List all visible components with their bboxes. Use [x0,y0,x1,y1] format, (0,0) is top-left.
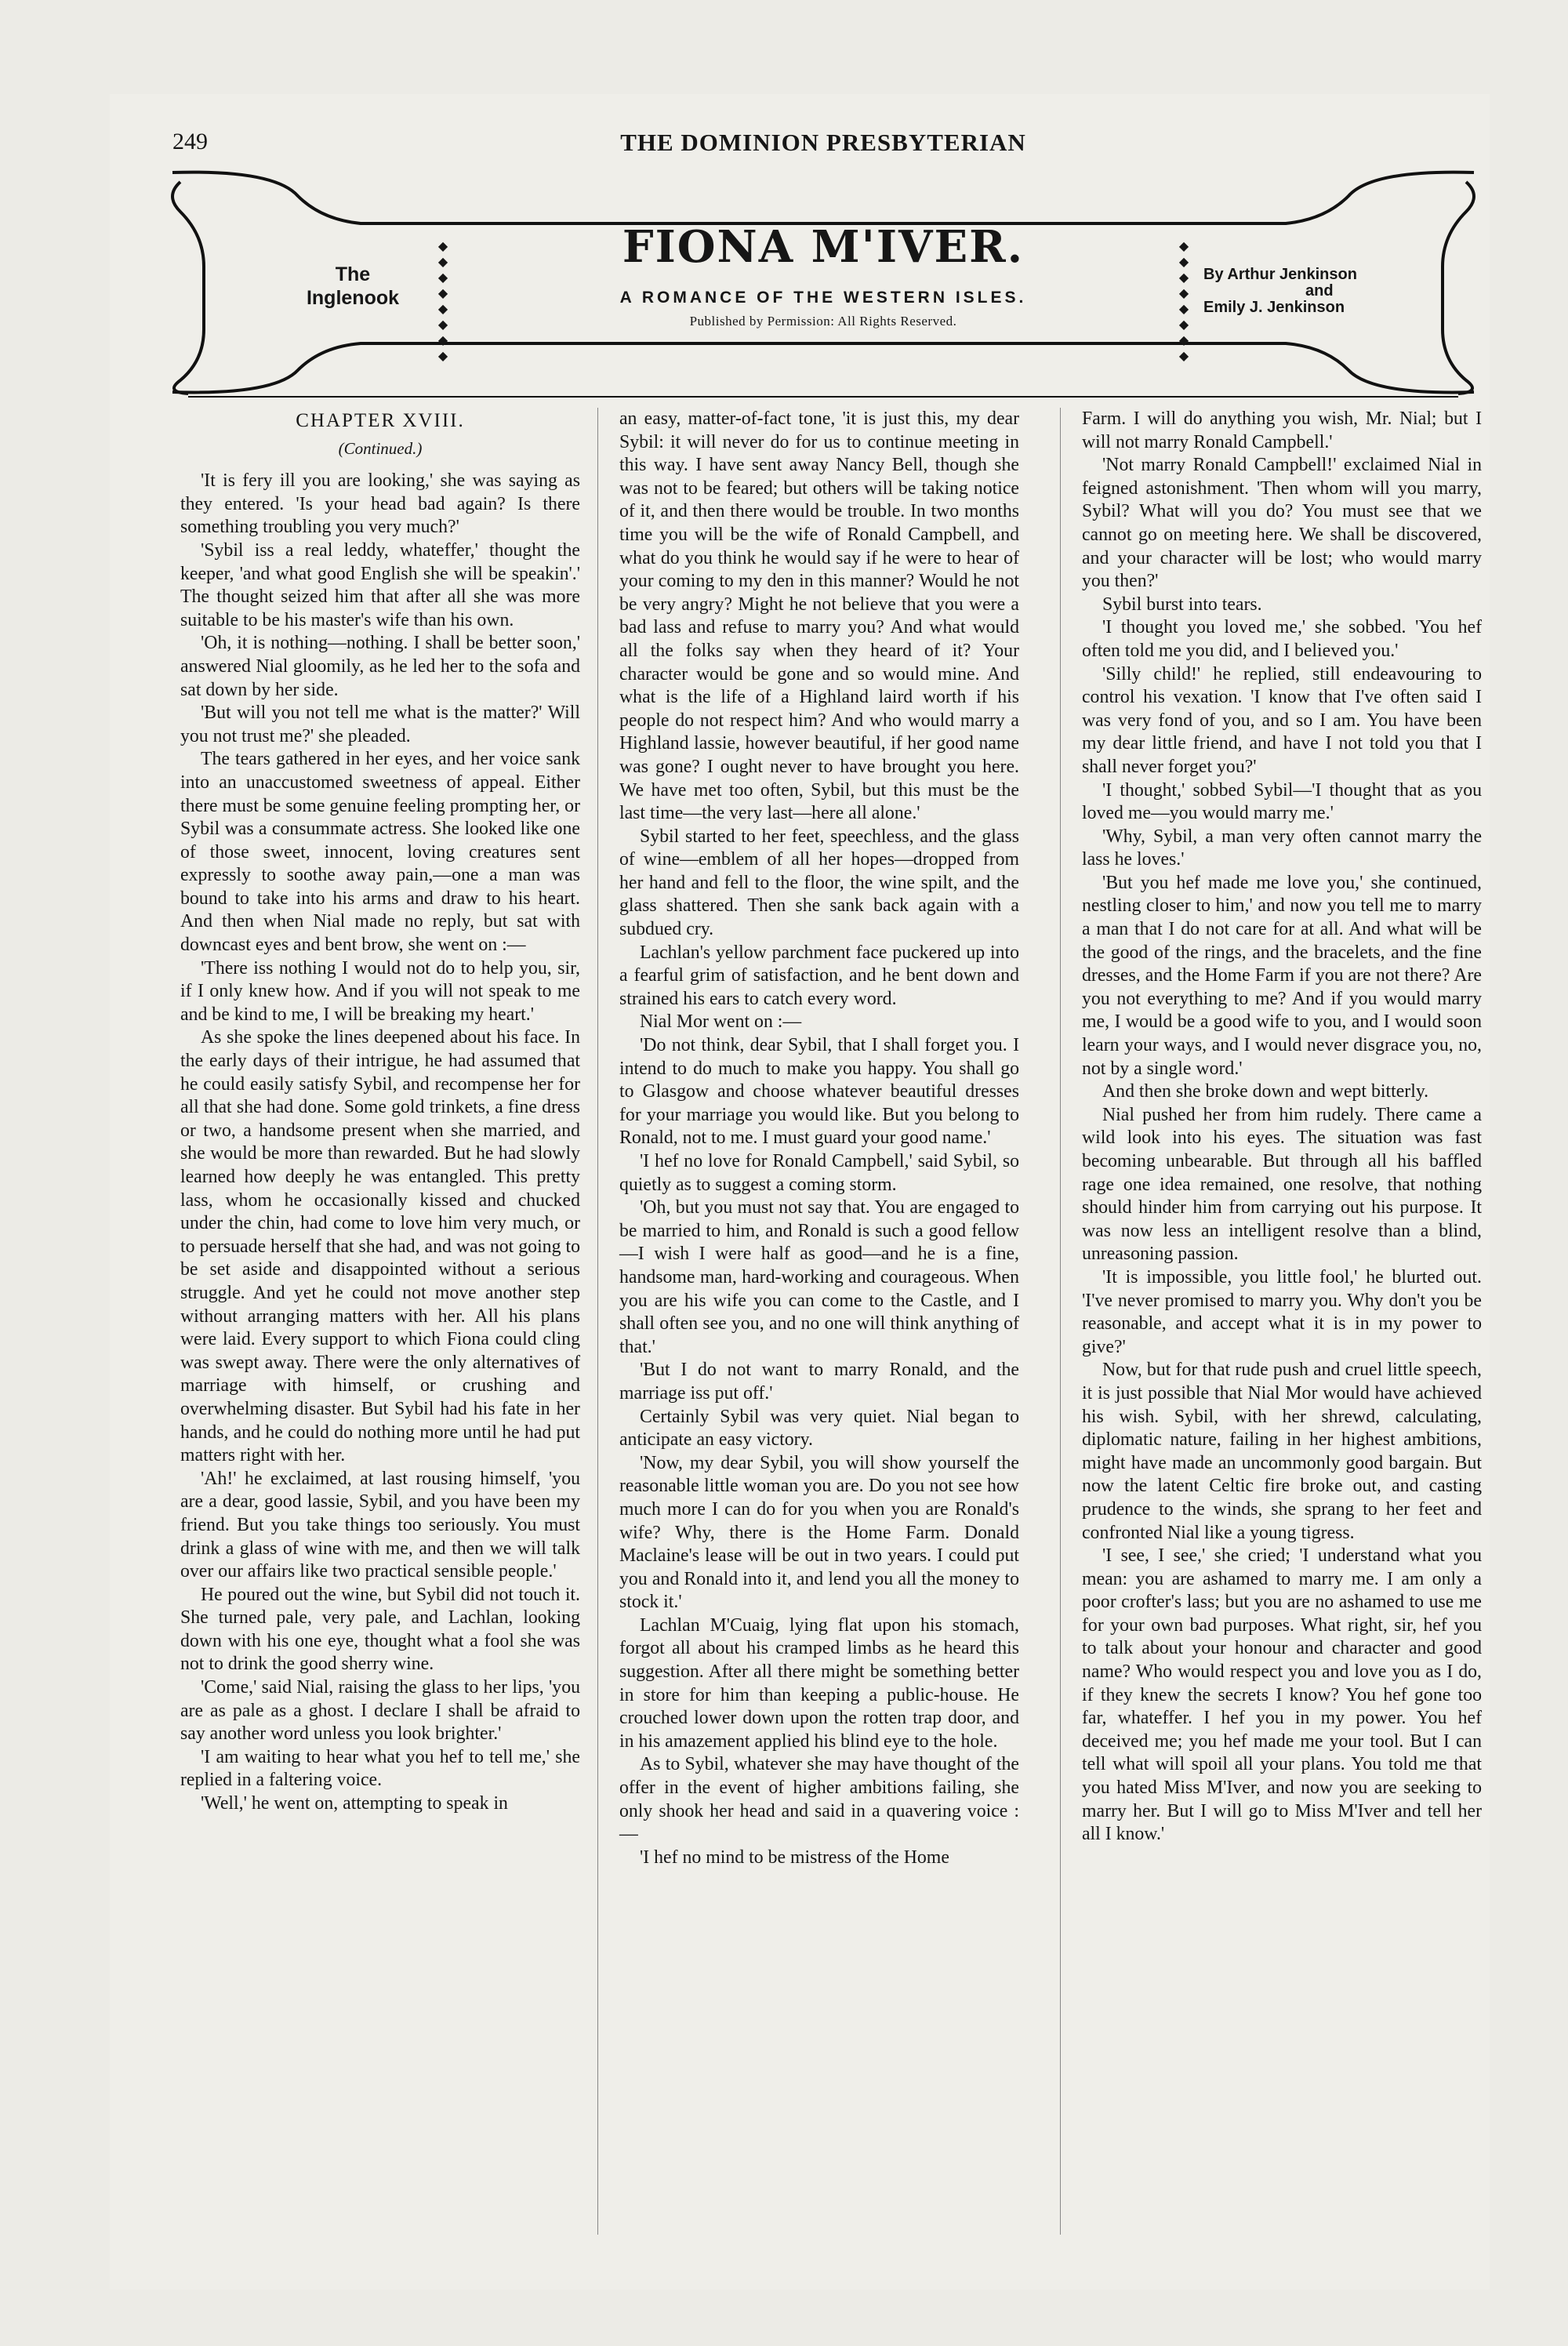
byline-author-1: By Arthur Jenkinson [1203,266,1357,283]
paragraph: 'But I do not want to marry Ronald, and the marriage iss put off.' [619,1360,1019,1404]
byline [1203,267,1462,316]
column-2 [619,408,1019,2266]
paragraph: Lachlan M'Cuaig, lying flat upon his stomach, forgot all about his cramped limbs as he heard this suggestion. After all there might be something better in store for him than keeping a public-house. He crouched lower down upon the rotten trap door, and in his amazement applied his blind eye to the hole. [619,1614,1019,1752]
paragraph: 'I am waiting to hear what you hef to tell me,' she replied in a faltering voice. [180,1746,580,1791]
paragraph: 'Why, Sybil, a man very often cannot marry the lass he loves.' [1082,826,1482,870]
paragraph: Now, but for that rude push and cruel little speech, it is just possible that Nial Mor would have achieved his wish. Sybil, with her shrewd, calculating, diplomatic nature, failing in her highest ambitions, might have made an uncommonly good bargain. But now the latent Celtic fire broke out, and casting prudence to the winds, she sprang to her feet and confronted Nial like a young tigress. [1082,1360,1482,1543]
paragraph: 'It is impossible, you little fool,' he blurted out. 'I've never promised to marry you. Why don't you be reasonable, and accept what it is in my power to give?' [1082,1266,1482,1357]
paragraph: 'Do not think, dear Sybil, that I shall forget you. I intend to do much to make you happy. You shall go to Glasgow and choose whatever beautiful dresses for your marriage you would like. But you belong to Ronald, not to me. I must guard your good name.' [619,1035,1019,1149]
paragraph: Nial pushed her from him rudely. There came a wild look into his eyes. The situation was fast becoming unbearable. But through all his baffled rage one idea remained, one resolve, that nothing should hinder him from carrying out his purpose. It was now less an intelligent resolve than a blind, unreasoning passion. [1082,1104,1482,1265]
inglenook-label [274,263,431,310]
paragraph: 'Oh, but you must not say that. You are engaged to be married to him, and Ronald is such a good fellow—I wish I were half as good—and he is a fine, handsome man, hard-working and courageous. When you are his wife you can come to the Castle, and I shall often see you, and no one will think anything of that.' [619,1197,1019,1357]
paragraph: 'I thought you loved me,' she sobbed. 'You hef often told me you did, and I believed you.' [1082,617,1482,661]
paragraph: Farm. I will do anything you wish, Mr. Nial; but I will not marry Ronald Campbell.' [1082,409,1482,452]
inglenook-label-line2: Inglenook [306,287,400,309]
paragraph: 'Well,' he went on, attempting to speak in [201,1793,508,1814]
continued-note: (Continued.) [338,438,423,458]
paragraph: 'There iss nothing I would not do to help you, sir, if I only knew how. And if you will not speak to me and be kind to me, I will be breaking my heart.' [180,957,580,1025]
paragraph: 'Sybil iss a real leddy, whateffer,' thought the keeper, 'and what good English she will be speakin'.' The thought seized him that after all she was more suitable to be his master's wife than his own. [180,539,580,630]
column-rule [597,408,598,2235]
paragraph: Nial Mor went on :— [640,1011,802,1033]
running-header [172,125,1474,165]
journal-title: THE DOMINION PRESBYTERIAN [620,129,1026,156]
ornament-dots-left: ◆ ◆ ◆ ◆ ◆ ◆ ◆ ◆ [437,240,448,363]
paragraph: As she spoke the lines deepened about his face. In the early days of their intrigue, he had assumed that he could easily satisfy Sybil, and recompense her for all that she had done. Some gold trinkets, a fine dress or two, a handsome present when she married, and she would be more than rewarded. But he had slowly learned how deeply he was entangled. This pretty lass, whom he occasionally kissed and chucked under the chin, had come to love him very much, or to persuade herself that she had, and was not going to be set aside and disappointed without a serious struggle. And yet he could not move another step without arranging matters with her. All his plans were laid. Every support to which Fiona could cling was swept away. There were the only alternatives of marriage with himself, or crushing and overwhelming disaster. But Sybil had his fate in her hands, and he could do nothing more until he had put matters right with her. [180,1027,580,1466]
article-columns [180,408,1482,2266]
paragraph: As to Sybil, whatever she may have thought of the offer in the event of higher ambitions failing, she only shook her head and said in a quavering voice :— [619,1754,1019,1845]
paragraph: 'Oh, it is nothing—nothing. I shall be better soon,' answered Nial gloomily, as he led her to the sofa and sat down by her side. [180,633,580,700]
paragraph: an easy, matter-of-fact tone, 'it is just this, my dear Sybil: it will never do for us to continue meeting in this way. I have sent away Nancy Bell, though she was not to be feared; but others will be taking notice of it, and then there would be trouble. In two months time you will be the wife of Ronald Campbell, and what do you think he would say if he were to hear of your coming to my den in this manner? Would he not be very angry? Might he not believe that you were a bad lass and refuse to marry you? And what would all the folks say when they heard of it? Your character would be gone and so would mine. And what is the life of a Highland laird worth if his people do not respect him? And who would marry a Highland lassie, however beautiful, if her good name was gone? I ought never to have brought you here. We have met too often, Sybil, but this must be the last time—the very last—here all alone.' [619,409,1019,824]
column-1 [180,408,580,2266]
serial-title-block [486,220,1160,329]
paragraph: Certainly Sybil was very quiet. Nial began to anticipate an easy victory. [619,1406,1019,1451]
paragraph: 'It is fery ill you are looking,' she was saying as they entered. 'Is your head bad again? Is there something troubling you very much?' [180,470,580,538]
byline-author-2: Emily J. Jenkinson [1203,299,1345,316]
paragraph: 'Not marry Ronald Campbell!' exclaimed Nial in feigned astonishment. 'Then whom will you marry, Sybil? What will you do? You must see that we cannot go on meeting here. We shall be discovered, and your character will be lost; who would marry you then?' [1082,455,1482,592]
serial-title: FIONA M'IVER. [622,221,1025,273]
paragraph: 'Come,' said Nial, raising the glass to her lips, 'you are as pale as a ghost. I declare I shall be afraid to say another word unless you look brighter.' [180,1677,580,1745]
paragraph: 'Ah!' he exclaimed, at last rousing himself, 'you are a dear, good lassie, Sybil, and you have been my friend. But you take things too seriously. You must drink a glass of wine with me, and then we will talk over our affairs like two practical sensible people.' [180,1468,580,1582]
paragraph: 'Now, my dear Sybil, you will show yourself the reasonable little woman you are. Do you not see how much more I can do for you when you are Ronald's wife? Why, there is the Home Farm. Donald Maclaine's lease will be out in two years. I could put you and Ronald into it, and lend you all the money to stock it.' [619,1452,1019,1613]
inglenook-label-line1: The [335,263,371,285]
paragraph: And then she broke down and wept bitterly. [1102,1081,1429,1102]
paragraph: 'I hef no love for Ronald Campbell,' said Sybil, so quietly as to suggest a coming storm. [619,1151,1019,1195]
paragraph: 'But will you not tell me what is the matter?' Will you not trust me?' she pleaded. [180,703,580,746]
paragraph: 'I see, I see,' she cried; 'I understand what you mean: you are ashamed to marry me. I am only a poor crofter's lass; but you are no ashamed to use me for your own bad purposes. What right, sir, hef you to talk about your honour and character and good name? Who would respect you and love you as I do, if they knew the secrets I know? You hef gone too far, whateffer. I hef you in my power. You hef deceived me; you hef made me your tool. But I can tell what will spoil all your plans. You told me that you hated Miss M'Iver, and now you are seeking to marry her. But I will go to Miss M'Iver and tell her all I know.' [1082,1545,1482,1845]
page-number: 249 [172,129,208,154]
byline-and: and [1305,282,1334,300]
paragraph: 'But you hef made me love you,' she continued, nestling closer to him,' and now you tell me to marry a man that I do not care for at all. And what will be the good of the rings, and the bracelets, and the fine dresses, and the Home Farm if you are not there? Are you not everything to me? And if you would marry me, I would be a good wife to you, and I would soon learn your ways, and I would never disgrace you, no, not by a single word.' [1082,872,1482,1079]
column-rule [1060,408,1061,2235]
serial-subtitle: A ROMANCE OF THE WESTERN ISLES. [619,289,1027,307]
paragraph: Sybil started to her feet, speechless, and the glass of wine—emblem of all her hopes—dropped from her hand and fell to the floor, the wine spilt, and the glass shattered. Then she sank back again with a subdued cry. [619,826,1019,940]
paragraph: 'I hef no mind to be mistress of the Home [640,1847,949,1868]
permission-notice: Published by Permission: All Rights Reserved. [689,314,957,329]
column-3 [1082,408,1482,2266]
title-banner [157,165,1490,400]
chapter-heading: CHAPTER XVIII. [296,410,465,431]
paragraph: The tears gathered in her eyes, and her voice sank into an unaccustomed sweetness of appeal. Either there must be some genuine feeling prompting her, or Sybil was a consummate actress. She looked like one of those sweet, innocent, loving creatures sent expressly to soothe away pain,—one a man was bound to take into his arms and draw to his heart. And then when Nial made no reply, but sat with downcast eyes and bent brow, she went on :— [180,749,580,956]
paragraph: Sybil burst into tears. [1102,594,1262,615]
paragraph: 'I thought,' sobbed Sybil—'I thought that as you loved me—you would marry me.' [1082,779,1482,824]
paragraph: 'Silly child!' he replied, still endeavouring to control his vexation. 'I know that I've often said I was very fond of you, and so I am. You have been my dear little friend, and have I not told you that I shall never forget you?' [1082,663,1482,777]
paragraph: Lachlan's yellow parchment face puckered up into a fearful grim of satisfaction, and he bent down and strained his ears to catch every word. [619,942,1019,1009]
ornament-dots-right: ◆ ◆ ◆ ◆ ◆ ◆ ◆ ◆ [1178,240,1189,363]
paragraph: He poured out the wine, but Sybil did not touch it. She turned pale, very pale, and Lachlan, looking down with his one eye, thought what a fool she was not to drink the good sherry wine. [180,1584,580,1675]
